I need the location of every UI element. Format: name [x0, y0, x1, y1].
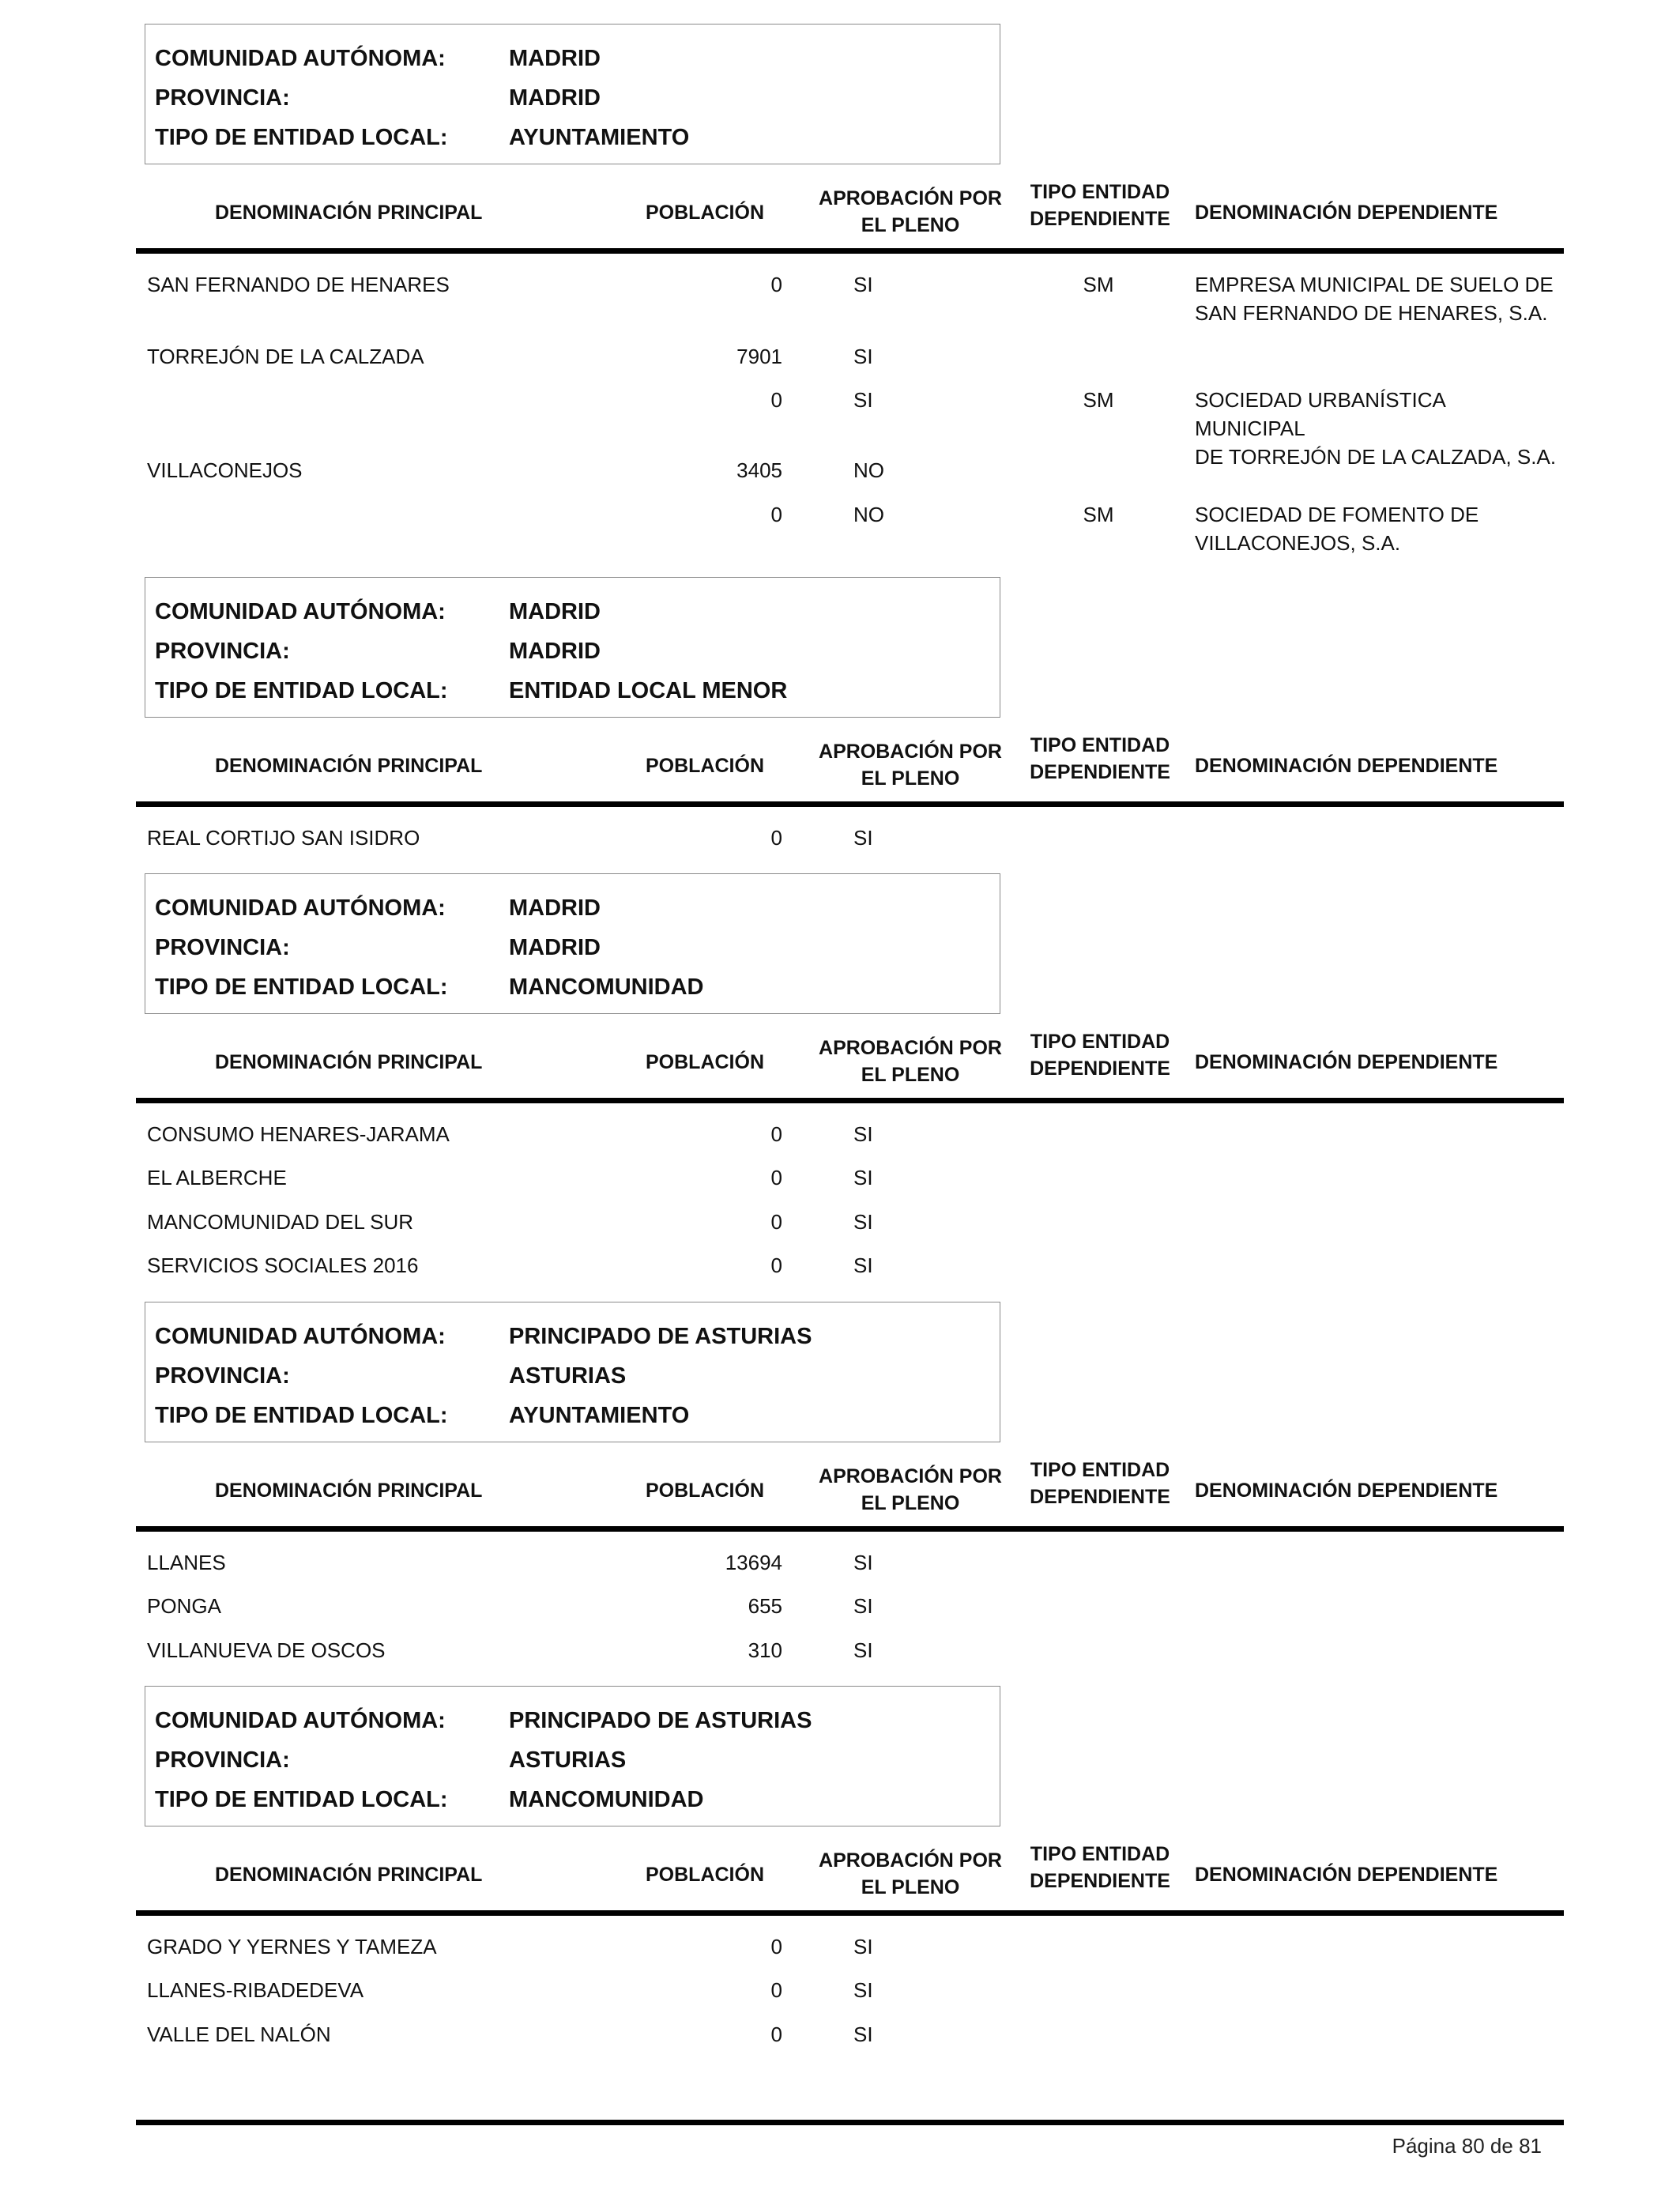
col-poblacion: POBLACIÓN: [646, 1864, 764, 1886]
col-tipo-line1: TIPO ENTIDAD: [1030, 1031, 1170, 1053]
cell-poblacion: 0: [770, 273, 782, 296]
col-aprobacion-line1: APROBACIÓN POR: [819, 1849, 1002, 1872]
cell-aprobacion: SI: [853, 1122, 873, 1146]
footer-rule: [136, 2120, 1564, 2125]
col-poblacion: POBLACIÓN: [646, 1480, 764, 1502]
comunidad-row: [155, 39, 993, 78]
section-info-box: [145, 873, 1000, 1014]
comunidad-row: [155, 888, 993, 928]
section-info-box: [145, 1686, 1000, 1826]
cell-dependiente-line1: EMPRESA MUNICIPAL DE SUELO DE: [1195, 273, 1554, 296]
cell-name: LLANES-RIBADEDEVA: [147, 1978, 364, 2002]
comunidad-value: MADRID: [509, 599, 601, 624]
col-denominacion-dependiente: DENOMINACIÓN DEPENDIENTE: [1195, 1864, 1498, 1886]
comunidad-value: MADRID: [509, 895, 601, 921]
cell-poblacion: 3405: [736, 458, 782, 482]
table-header: [136, 1017, 1564, 1112]
col-poblacion: POBLACIÓN: [646, 1051, 764, 1073]
tipo-entidad-label: TIPO DE ENTIDAD LOCAL:: [155, 1787, 448, 1812]
provincia-label: PROVINCIA:: [155, 935, 290, 960]
col-tipo-line2: DEPENDIENTE: [1030, 1486, 1170, 1508]
provincia-label: PROVINCIA:: [155, 85, 290, 111]
tipo-entidad-row: [155, 967, 993, 1007]
header-rule: [136, 1526, 1564, 1532]
section-info-box: [145, 577, 1000, 718]
section-info-box: [145, 24, 1000, 164]
cell-poblacion: 0: [770, 388, 782, 412]
col-denominacion-principal: DENOMINACIÓN PRINCIPAL: [215, 202, 483, 224]
provincia-row: [155, 631, 993, 671]
col-denominacion-dependiente: DENOMINACIÓN DEPENDIENTE: [1195, 1480, 1498, 1502]
col-denominacion-principal: DENOMINACIÓN PRINCIPAL: [215, 1051, 483, 1073]
cell-name: EL ALBERCHE: [147, 1166, 287, 1189]
cell-poblacion: 655: [748, 1594, 782, 1618]
cell-name: LLANES: [147, 1551, 226, 1574]
cell-aprobacion: SI: [853, 2022, 873, 2046]
tipo-entidad-value: MANCOMUNIDAD: [509, 1787, 704, 1812]
col-denominacion-principal: DENOMINACIÓN PRINCIPAL: [215, 1864, 483, 1886]
cell-poblacion: 0: [770, 1978, 782, 2002]
provincia-row: [155, 1356, 993, 1396]
cell-name: CONSUMO HENARES-JARAMA: [147, 1122, 450, 1146]
cell-aprobacion: SI: [853, 1978, 873, 2002]
col-denominacion-principal: DENOMINACIÓN PRINCIPAL: [215, 755, 483, 777]
cell-aprobacion: SI: [853, 1638, 873, 1662]
cell-name: SERVICIOS SOCIALES 2016: [147, 1253, 419, 1277]
col-denominacion-dependiente: DENOMINACIÓN DEPENDIENTE: [1195, 202, 1498, 224]
provincia-row: [155, 1740, 993, 1780]
comunidad-row: [155, 592, 993, 631]
tipo-entidad-label: TIPO DE ENTIDAD LOCAL:: [155, 1403, 448, 1428]
provincia-label: PROVINCIA:: [155, 639, 290, 664]
page-number: Página 80 de 81: [1392, 2134, 1542, 2158]
section-info-box: [145, 1302, 1000, 1442]
cell-poblacion: 0: [770, 503, 782, 526]
col-aprobacion-line1: APROBACIÓN POR: [819, 1465, 1002, 1487]
cell-dependiente: [1195, 386, 1558, 471]
provincia-value: ASTURIAS: [509, 1363, 627, 1389]
cell-tipo: SM: [1083, 388, 1114, 412]
comunidad-value: PRINCIPADO DE ASTURIAS: [509, 1708, 812, 1733]
cell-name: GRADO Y YERNES Y TAMEZA: [147, 1935, 437, 1958]
header-rule: [136, 801, 1564, 807]
comunidad-value: MADRID: [509, 46, 601, 71]
cell-name: REAL CORTIJO SAN ISIDRO: [147, 826, 420, 850]
cell-aprobacion: SI: [853, 345, 873, 368]
cell-dependiente-line1: SOCIEDAD DE FOMENTO DE: [1195, 503, 1479, 526]
provincia-label: PROVINCIA:: [155, 1747, 290, 1773]
tipo-entidad-value: ENTIDAD LOCAL MENOR: [509, 678, 788, 703]
cell-aprobacion: NO: [853, 458, 884, 482]
comunidad-row: [155, 1701, 993, 1740]
header-rule: [136, 248, 1564, 254]
col-aprobacion-line1: APROBACIÓN POR: [819, 1037, 1002, 1059]
cell-poblacion: 13694: [725, 1551, 782, 1574]
cell-name: SAN FERNANDO DE HENARES: [147, 273, 450, 296]
provincia-label: PROVINCIA:: [155, 1363, 290, 1389]
col-aprobacion-line2: EL PLENO: [861, 1492, 960, 1514]
comunidad-row: [155, 1317, 993, 1356]
cell-aprobacion: SI: [853, 1551, 873, 1574]
col-tipo-line2: DEPENDIENTE: [1030, 208, 1170, 230]
cell-aprobacion: SI: [853, 1210, 873, 1234]
col-denominacion-dependiente: DENOMINACIÓN DEPENDIENTE: [1195, 1051, 1498, 1073]
provincia-value: MADRID: [509, 639, 601, 664]
cell-tipo: SM: [1083, 503, 1114, 526]
tipo-entidad-label: TIPO DE ENTIDAD LOCAL:: [155, 125, 448, 150]
cell-name: MANCOMUNIDAD DEL SUR: [147, 1210, 414, 1234]
cell-dependiente: [1195, 270, 1558, 327]
cell-poblacion: 0: [770, 2022, 782, 2046]
comunidad-value: PRINCIPADO DE ASTURIAS: [509, 1324, 812, 1349]
cell-name: PONGA: [147, 1594, 221, 1618]
cell-tipo: SM: [1083, 273, 1114, 296]
cell-aprobacion: SI: [853, 273, 873, 296]
table-header: [136, 168, 1564, 262]
cell-name: TORREJÓN DE LA CALZADA: [147, 345, 424, 368]
col-tipo-line2: DEPENDIENTE: [1030, 1870, 1170, 1892]
tipo-entidad-value: AYUNTAMIENTO: [509, 125, 690, 150]
cell-dependiente-line2: VILLACONEJOS, S.A.: [1195, 531, 1401, 555]
table-header: [136, 1830, 1564, 1924]
cell-name: VILLACONEJOS: [147, 458, 303, 482]
col-poblacion: POBLACIÓN: [646, 755, 764, 777]
col-tipo-line1: TIPO ENTIDAD: [1030, 181, 1170, 203]
col-poblacion: POBLACIÓN: [646, 202, 764, 224]
tipo-entidad-value: MANCOMUNIDAD: [509, 974, 704, 1000]
cell-aprobacion: SI: [853, 1935, 873, 1958]
cell-poblacion: 0: [770, 1253, 782, 1277]
col-tipo-line1: TIPO ENTIDAD: [1030, 734, 1170, 756]
cell-poblacion: 0: [770, 1166, 782, 1189]
cell-poblacion: 0: [770, 1935, 782, 1958]
provincia-value: MADRID: [509, 935, 601, 960]
tipo-entidad-label: TIPO DE ENTIDAD LOCAL:: [155, 974, 448, 1000]
cell-dependiente-line2: DE TORREJÓN DE LA CALZADA, S.A.: [1195, 445, 1557, 469]
col-tipo-line2: DEPENDIENTE: [1030, 761, 1170, 783]
cell-dependiente-line1: SOCIEDAD URBANÍSTICA MUNICIPAL: [1195, 388, 1445, 440]
cell-aprobacion: SI: [853, 388, 873, 412]
col-denominacion-principal: DENOMINACIÓN PRINCIPAL: [215, 1480, 483, 1502]
comunidad-label: COMUNIDAD AUTÓNOMA:: [155, 46, 446, 71]
comunidad-label: COMUNIDAD AUTÓNOMA:: [155, 599, 446, 624]
col-aprobacion-line1: APROBACIÓN POR: [819, 187, 1002, 209]
col-tipo-line1: TIPO ENTIDAD: [1030, 1459, 1170, 1481]
tipo-entidad-row: [155, 1396, 993, 1435]
cell-aprobacion: SI: [853, 1594, 873, 1618]
provincia-value: ASTURIAS: [509, 1747, 627, 1773]
header-rule: [136, 1098, 1564, 1103]
cell-aprobacion: NO: [853, 503, 884, 526]
cell-aprobacion: SI: [853, 1166, 873, 1189]
comunidad-label: COMUNIDAD AUTÓNOMA:: [155, 895, 446, 921]
table-header: [136, 1446, 1564, 1540]
col-aprobacion-line2: EL PLENO: [861, 214, 960, 236]
col-denominacion-dependiente: DENOMINACIÓN DEPENDIENTE: [1195, 755, 1498, 777]
col-aprobacion-line2: EL PLENO: [861, 1876, 960, 1898]
header-rule: [136, 1910, 1564, 1916]
cell-dependiente-line2: SAN FERNANDO DE HENARES, S.A.: [1195, 301, 1548, 325]
col-tipo-line2: DEPENDIENTE: [1030, 1057, 1170, 1080]
cell-aprobacion: SI: [853, 1253, 873, 1277]
cell-poblacion: 0: [770, 826, 782, 850]
tipo-entidad-value: AYUNTAMIENTO: [509, 1403, 690, 1428]
provincia-row: [155, 928, 993, 967]
provincia-row: [155, 78, 993, 118]
col-aprobacion-line2: EL PLENO: [861, 767, 960, 790]
cell-dependiente: [1195, 500, 1558, 557]
cell-poblacion: 310: [748, 1638, 782, 1662]
cell-poblacion: 0: [770, 1122, 782, 1146]
table-header: [136, 721, 1564, 816]
comunidad-label: COMUNIDAD AUTÓNOMA:: [155, 1708, 446, 1733]
col-aprobacion-line1: APROBACIÓN POR: [819, 741, 1002, 763]
cell-poblacion: 0: [770, 1210, 782, 1234]
col-tipo-line1: TIPO ENTIDAD: [1030, 1843, 1170, 1865]
cell-name: VILLANUEVA DE OSCOS: [147, 1638, 386, 1662]
cell-poblacion: 7901: [736, 345, 782, 368]
cell-aprobacion: SI: [853, 826, 873, 850]
provincia-value: MADRID: [509, 85, 601, 111]
comunidad-label: COMUNIDAD AUTÓNOMA:: [155, 1324, 446, 1349]
tipo-entidad-row: [155, 671, 993, 711]
tipo-entidad-row: [155, 118, 993, 157]
cell-name: VALLE DEL NALÓN: [147, 2022, 331, 2046]
tipo-entidad-row: [155, 1780, 993, 1819]
col-aprobacion-line2: EL PLENO: [861, 1064, 960, 1086]
tipo-entidad-label: TIPO DE ENTIDAD LOCAL:: [155, 678, 448, 703]
